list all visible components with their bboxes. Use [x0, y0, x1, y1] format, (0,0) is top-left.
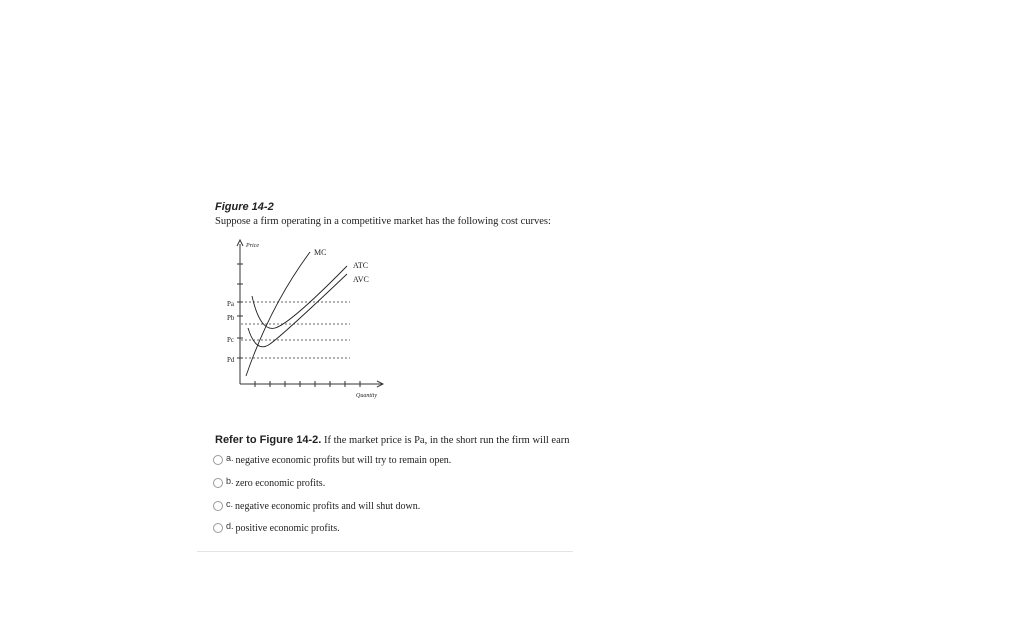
- divider: [197, 551, 573, 552]
- price-label-pb: Pb: [227, 314, 235, 322]
- cost-curves-graph: [210, 236, 400, 401]
- option-text: negative economic profits and will shut down.: [235, 500, 421, 512]
- question-text: [215, 434, 570, 446]
- atc-label: ATC: [353, 261, 369, 270]
- option-text: zero economic profits.: [235, 477, 326, 489]
- answer-option-d[interactable]: [213, 521, 340, 535]
- question-body: If the market price is Pa, in the short run the firm will earn: [321, 435, 570, 446]
- price-label-pd: Pd: [227, 356, 235, 364]
- price-label-pc: Pc: [227, 336, 234, 344]
- answer-option-b[interactable]: [213, 476, 325, 490]
- option-text: negative economic profits but will try to remain open.: [235, 454, 452, 466]
- answer-option-a[interactable]: [213, 453, 451, 467]
- avc-curve: [248, 274, 347, 347]
- figure-caption: Suppose a firm operating in a competitive market has the following cost curves:: [215, 216, 551, 227]
- option-letter: b.: [226, 476, 234, 486]
- option-letter: a.: [226, 453, 234, 463]
- avc-label: AVC: [353, 275, 369, 284]
- figure-title: Figure 14-2: [215, 201, 274, 213]
- mc-curve: [246, 252, 310, 376]
- option-letter: c.: [226, 499, 234, 509]
- option-letter: d.: [226, 521, 234, 531]
- radio-button[interactable]: [213, 478, 223, 488]
- price-label-pa: Pa: [227, 300, 234, 308]
- y-axis-label: Price: [246, 243, 259, 249]
- x-axis-label: Quantity: [356, 393, 377, 399]
- radio-button[interactable]: [213, 523, 223, 533]
- answer-option-c[interactable]: [213, 499, 420, 513]
- radio-button[interactable]: [213, 501, 223, 511]
- mc-label: MC: [314, 248, 327, 257]
- option-text: positive economic profits.: [235, 522, 340, 534]
- radio-button[interactable]: [213, 455, 223, 465]
- question-reference: Refer to Figure 14-2.: [215, 434, 322, 446]
